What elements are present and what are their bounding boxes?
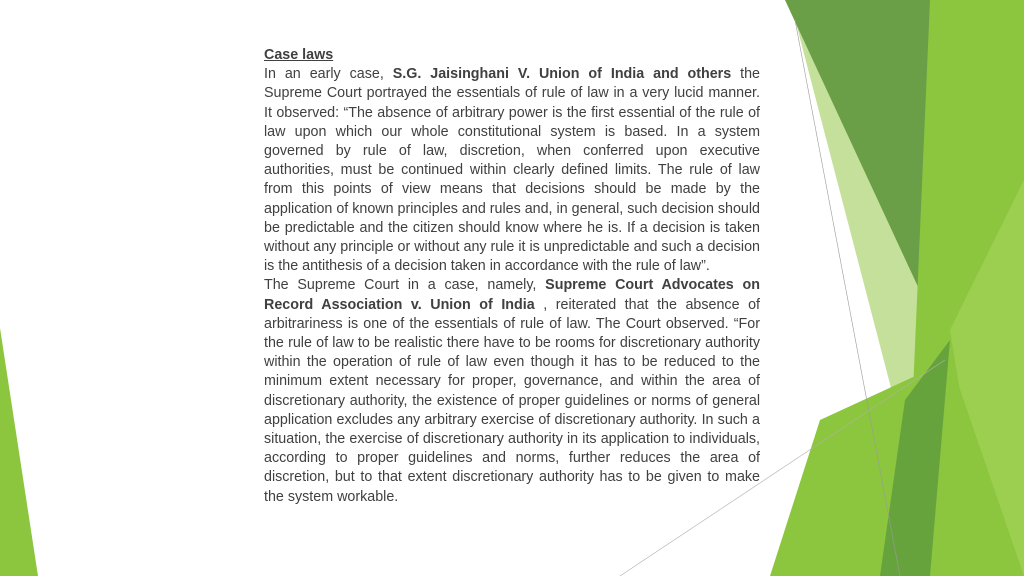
paragraph-1-intro: In an early case, xyxy=(264,66,393,83)
case-name-2: Supreme Court Advocates on Record Association v. Union of India xyxy=(264,277,760,313)
paragraph-2 xyxy=(264,276,760,506)
paragraph-1-body: the Supreme Court portrayed the essentials of rule of law in a very lucid manner. It observed: “The absence of arbitrary power is the first essential of the rule of law upon which our whole constitutional system is based. In a system governed by rule of law, discretion, when conferred upon executive authorities, must be continued within clearly defined limits. The rule of law from this points of view means that decisions should be made by the application of known principles and rules and, in general, such decision should be predictable and the citizen should know where he is. If a decision is taken without any principle or without any rule it is unpredictable and such a decision is the antithesis of a decision taken in accordance with the rule of law”. xyxy=(264,66,761,275)
paragraph-2-body: , reiterated that the absence of arbitrariness is one of the essentials of rule of law. The Court observed. “For the rule of law to be realistic there have to be rooms for discretionary authority within the operation of rule of law even though it has to be reduced to the minimum extent necessary for proper, governance, and within the area of discretionary authority, the existence of proper guidelines or norms of general application excludes any arbitrary exercise of discretionary authority. In such a situation, the exercise of discretionary authority in its application to individuals, according to proper guidelines and norms, further reduces the area of discretion, but to that extent discretionary authority has to be given to make the system workable. xyxy=(264,296,760,505)
paragraph-1 xyxy=(264,65,760,276)
paragraph-2-intro: The Supreme Court in a case, namely, xyxy=(264,277,546,294)
case-name-1: S.G. Jaisinghani V. Union of India and others xyxy=(392,66,732,83)
left-green-shape xyxy=(0,328,38,576)
page-title: Case laws xyxy=(264,47,334,63)
slide-content xyxy=(264,46,760,507)
